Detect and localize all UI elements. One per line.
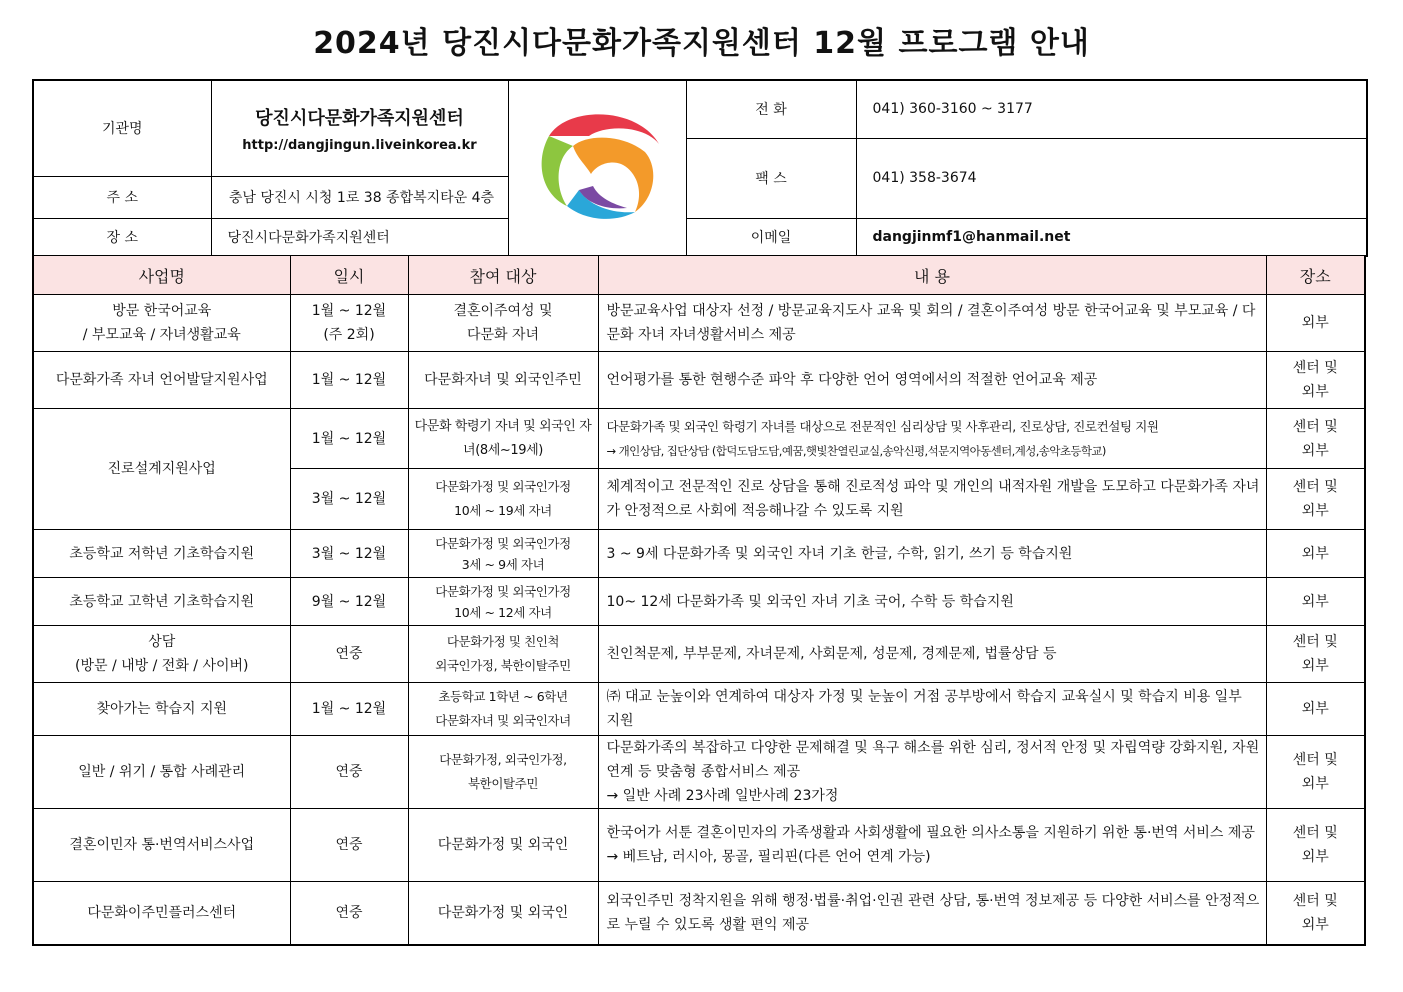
- table-row: [33, 409, 1365, 469]
- program-date: 1월 ~ 12월 (주 2회): [290, 295, 408, 352]
- program-date: 연중: [290, 809, 408, 882]
- program-content: [598, 809, 1266, 882]
- program-place: 외부: [1266, 578, 1365, 626]
- program-content-main: 다문화가족의 복잡하고 다양한 문제해결 및 욕구 해소를 위한 심리, 정서적 안정 및 자립역량 강화지원, 자원연계 등 맞춤형 종합서비스 제공: [606, 740, 1260, 780]
- program-date: 3월 ~ 12월: [290, 469, 408, 530]
- program-target: 다문화가정 및 외국인가정 10세 ~ 12세 자녀: [408, 578, 598, 626]
- program-content: 3 ~ 9세 다문화가족 및 외국인 자녀 기초 한글, 수학, 읽기, 쓰기 등 학습지원: [598, 530, 1266, 578]
- logo-cell: [508, 80, 686, 256]
- program-content-main: 한국어가 서툰 결혼이민자의 가족생활과 사회생활에 필요한 의사소통을 지원하기 위한 통·번역 서비스 제공: [606, 825, 1255, 841]
- page-title: 2024년 당진시다문화가족지원센터 12월 프로그램 안내: [313, 26, 1090, 61]
- program-date: 연중: [290, 736, 408, 809]
- program-name: 결혼이민자 통·번역서비스사업: [33, 809, 290, 882]
- header-place: 장소: [1266, 256, 1365, 295]
- program-content: 언어평가를 통한 현행수준 파악 후 다양한 언어 영역에서의 적절한 언어교육 제공: [598, 352, 1266, 409]
- program-name: 방문 한국어교육 / 부모교육 / 자녀생활교육: [33, 295, 290, 352]
- program-target: 다문화가정 및 외국인가정 3세 ~ 9세 자녀: [408, 530, 598, 578]
- program-content: 친인척문제, 부부문제, 자녀문제, 사회문제, 성문제, 경제문제, 법률상담 등: [598, 626, 1266, 683]
- program-name: 진로설계지원사업: [33, 409, 290, 530]
- program-name: 찾아가는 학습지 지원: [33, 683, 290, 736]
- header-target: 참여 대상: [408, 256, 598, 295]
- program-content: [598, 409, 1266, 469]
- table-row: [33, 809, 1365, 882]
- program-date: 1월 ~ 12월: [290, 352, 408, 409]
- program-place: 외부: [1266, 683, 1365, 736]
- program-content: 체계적이고 전문적인 진로 상담을 통해 진로적성 파악 및 개인의 내적자원 개발을 도모하고 다문화가족 자녀가 안정적으로 사회에 적응해나갈 수 있도록 지원: [598, 469, 1266, 530]
- program-content: 방문교육사업 대상자 선정 / 방문교육지도사 교육 및 회의 / 결혼이주여성 방문 한국어교육 및 부모교육 / 다문화 자녀 자녀생활서비스 제공: [598, 295, 1266, 352]
- program-name: 일반 / 위기 / 통합 사례관리: [33, 736, 290, 809]
- program-date: 1월 ~ 12월: [290, 409, 408, 469]
- org-url: http://dangjingun.liveinkorea.kr: [242, 137, 477, 153]
- program-target: 결혼이주여성 및 다문화 자녀: [408, 295, 598, 352]
- program-name: 다문화가족 자녀 언어발달지원사업: [33, 352, 290, 409]
- program-target: 초등학교 1학년 ~ 6학년 다문화자녀 및 외국인자녀: [408, 683, 598, 736]
- address-label: 주 소: [33, 176, 211, 218]
- heart-logo-icon: [527, 106, 667, 226]
- program-date: 3월 ~ 12월: [290, 530, 408, 578]
- program-content: 외국인주민 정착지원을 위해 행정·법률·취업·인권 관련 상담, 통·번역 정보제공 등 다양한 서비스를 안정적으로 누릴 수 있도록 생활 편익 제공: [598, 882, 1266, 945]
- email-label: 이메일: [686, 218, 856, 256]
- program-target: 다문화가정 및 친인척 외국인가정, 북한이탈주민: [408, 626, 598, 683]
- program-content-note: → 개인상담, 집단상담 (합덕도담도담,예꿈,햇빛찬열린교실,송악신평,석문지역아동센터,계성,송악초등학교): [606, 443, 1106, 458]
- program-target: 다문화가정, 외국인가정, 북한이탈주민: [408, 736, 598, 809]
- program-target: 다문화가정 및 외국인: [408, 882, 598, 945]
- program-place: 센터 및 외부: [1266, 809, 1365, 882]
- table-row: [33, 530, 1365, 578]
- fax-label: 팩 스: [686, 138, 856, 218]
- table-row: [33, 882, 1365, 945]
- program-date: 1월 ~ 12월: [290, 683, 408, 736]
- program-table: [32, 255, 1366, 946]
- program-name: 상담 (방문 / 내방 / 전화 / 사이버): [33, 626, 290, 683]
- program-content-main: 다문화가족 및 외국인 학령기 자녀를 대상으로 전문적인 심리상담 및 사후관리, 진로상담, 진로컨설팅 지원: [606, 418, 1159, 434]
- header-name: 사업명: [33, 256, 290, 295]
- program-content: ㈜ 대교 눈높이와 연계하여 대상자 가정 및 눈높이 거점 공부방에서 학습지 교육실시 및 학습지 비용 일부 지원: [598, 683, 1266, 736]
- program-date: 연중: [290, 626, 408, 683]
- phone-value: 041) 360-3160 ~ 3177: [856, 80, 1367, 138]
- address-value: 충남 당진시 시청 1로 38 종합복지타운 4층: [211, 176, 508, 218]
- program-place: 센터 및 외부: [1266, 626, 1365, 683]
- program-target: 다문화가정 및 외국인: [408, 809, 598, 882]
- program-place: 센터 및 외부: [1266, 409, 1365, 469]
- program-place: 외부: [1266, 295, 1365, 352]
- program-place: 센터 및 외부: [1266, 352, 1365, 409]
- table-row: [33, 352, 1365, 409]
- info-table: [32, 79, 1368, 257]
- program-target: 다문화 학령기 자녀 및 외국인 자녀(8세~19세): [408, 409, 598, 469]
- program-place: 센터 및 외부: [1266, 882, 1365, 945]
- place-label: 장 소: [33, 218, 211, 256]
- program-place: 센터 및 외부: [1266, 469, 1365, 530]
- header-content: 내 용: [598, 256, 1266, 295]
- org-name: 당진시다문화가족지원센터: [255, 107, 464, 129]
- program-place: 센터 및 외부: [1266, 736, 1365, 809]
- fax-value: 041) 358-3674: [856, 138, 1367, 218]
- table-row: [33, 736, 1365, 809]
- table-row: [33, 295, 1365, 352]
- header-date: 일시: [290, 256, 408, 295]
- program-content: 10~ 12세 다문화가족 및 외국인 자녀 기초 국어, 수학 등 학습지원: [598, 578, 1266, 626]
- program-place: 외부: [1266, 530, 1365, 578]
- program-target: 다문화가정 및 외국인가정 10세 ~ 19세 자녀: [408, 469, 598, 530]
- program-name: 초등학교 저학년 기초학습지원: [33, 530, 290, 578]
- program-name: 다문화이주민플러스센터: [33, 882, 290, 945]
- phone-label: 전 화: [686, 80, 856, 138]
- program-target: 다문화자녀 및 외국인주민: [408, 352, 598, 409]
- program-date: 9월 ~ 12월: [290, 578, 408, 626]
- program-content-note: → 베트남, 러시아, 몽골, 필리핀(다른 언어 연계 가능): [606, 849, 931, 865]
- table-row: [33, 626, 1365, 683]
- program-content-note: → 일반 사례 23사례 일반사례 23가정: [606, 788, 839, 804]
- program-date: 연중: [290, 882, 408, 945]
- email-value: dangjinmf1@hanmail.net: [856, 218, 1367, 256]
- org-label: 기관명: [33, 80, 211, 176]
- program-content: [598, 736, 1266, 809]
- place-value: 당진시다문화가족지원센터: [211, 218, 508, 256]
- program-name: 초등학교 고학년 기초학습지원: [33, 578, 290, 626]
- table-row: [33, 578, 1365, 626]
- org-cell: [211, 80, 508, 176]
- table-row: [33, 683, 1365, 736]
